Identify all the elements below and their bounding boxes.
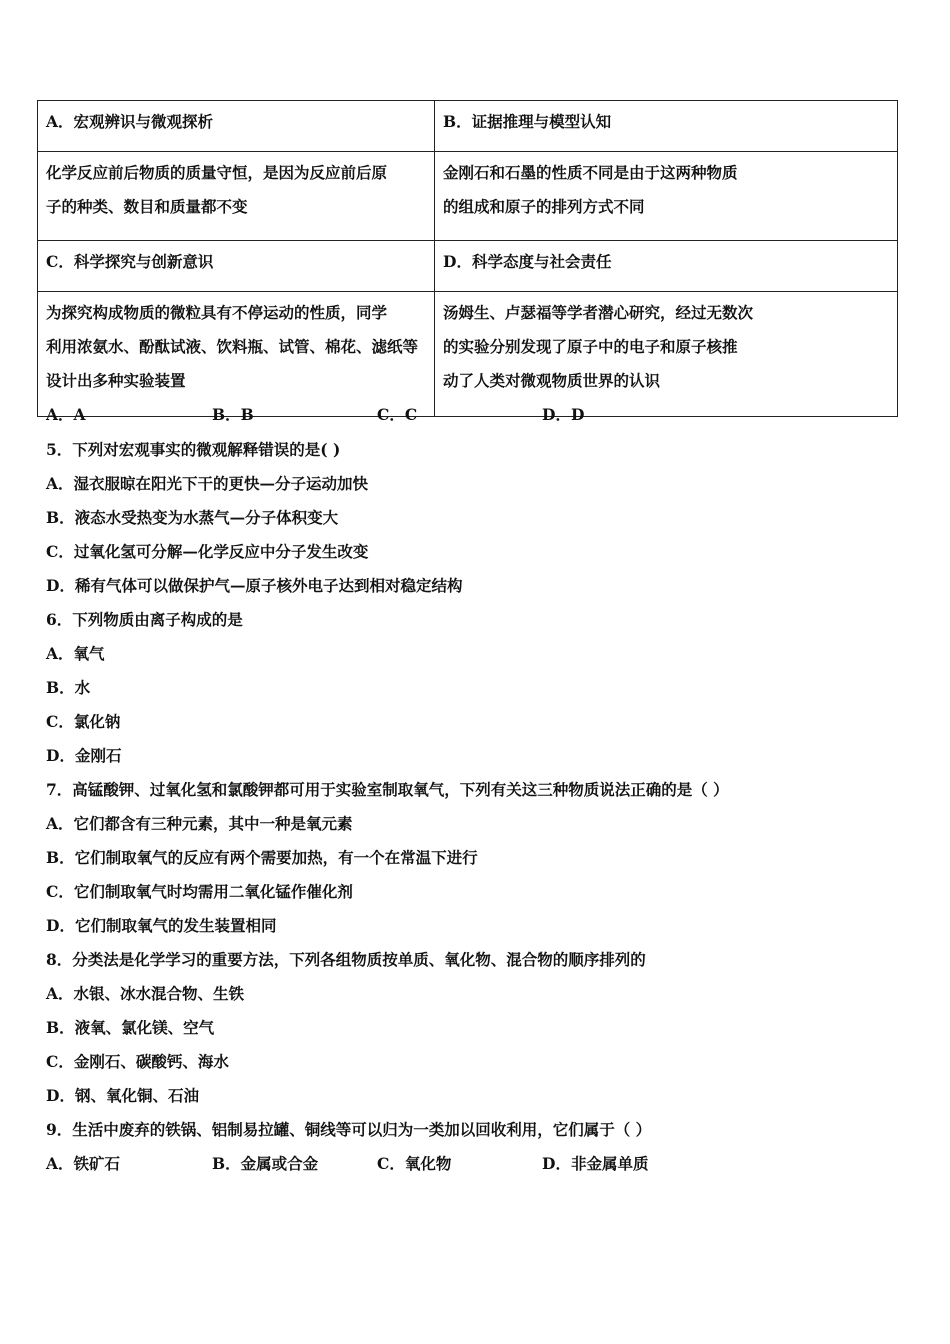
cell-d-body [435,292,898,417]
cell-d-title-text: D．科学态度与社会责任 [443,252,612,271]
q4-option-d: D．D [542,405,585,424]
q4-option-a: A．A [46,405,86,424]
q5-option-d: D．稀有气体可以做保护气—原子核外电子达到相对稳定结构 [46,576,463,595]
q6-option-b: B．水 [46,678,91,697]
q5-stem: 5．下列对宏观事实的微观解释错误的是( ) [46,440,341,459]
q7-option-c: C．它们制取氧气时均需用二氧化锰作催化剂 [46,882,353,901]
cell-c-body-line-3: 设计出多种实验装置 [46,371,186,390]
q7-option-b: B．它们制取氧气的反应有两个需要加热，有一个在常温下进行 [46,848,478,867]
cell-d-body-line-2: 的实验分别发现了原子中的电子和原子核推 [443,337,738,356]
q9-option-a: A．铁矿石 [46,1154,121,1173]
q7-option-d: D．它们制取氧气的发生装置相同 [46,916,277,935]
q8-option-b: B．液氧、氯化镁、空气 [46,1018,215,1037]
cell-a-title [38,101,435,152]
options-table [37,100,898,417]
cell-d-body-line-1: 汤姆生、卢瑟福等学者潜心研究，经过无数次 [443,303,754,322]
cell-a-body-line-2: 子的种类、数目和质量都不变 [46,197,248,216]
q9-option-b: B．金属或合金 [212,1154,319,1173]
cell-a-title-text: A．宏观辨识与微观探析 [46,112,214,131]
q5-option-c: C．过氧化氢可分解—化学反应中分子发生改变 [46,542,369,561]
q6-option-a: A．氧气 [46,644,105,663]
q9-option-c: C．氧化物 [377,1154,452,1173]
q7-option-a: A．它们都含有三种元素，其中一种是氧元素 [46,814,353,833]
cell-c-body-line-2: 利用浓氨水、酚酞试液、饮料瓶、试管、棉花、滤纸等 [46,337,419,356]
q8-option-d: D．钢、氧化铜、石油 [46,1086,199,1105]
q7-stem: 7．高锰酸钾、过氧化氢和氯酸钾都可用于实验室制取氧气，下列有关这三种物质说法正确的是（ ） [46,780,729,799]
cell-a-body [38,152,435,241]
cell-c-title [38,241,435,292]
cell-b-body [435,152,898,241]
q8-option-a: A．水银、冰水混合物、生铁 [46,984,245,1003]
q8-option-c: C．金刚石、碳酸钙、海水 [46,1052,229,1071]
q6-option-c: C．氯化钠 [46,712,121,731]
cell-b-title [435,101,898,152]
q6-stem: 6．下列物质由离子构成的是 [46,610,243,629]
cell-b-body-line-2: 的组成和原子的排列方式不同 [443,197,645,216]
cell-a-body-line-1: 化学反应前后物质的质量守恒，是因为反应前后原 [46,163,388,182]
cell-c-title-text: C．科学探究与创新意识 [46,252,214,271]
cell-c-body-line-1: 为探究构成物质的微粒具有不停运动的性质，同学 [46,303,388,322]
q5-option-b: B．液态水受热变为水蒸气—分子体积变大 [46,508,339,527]
q4-option-b: B．B [212,405,254,424]
cell-b-title-text: B．证据推理与模型认知 [443,112,612,131]
q5-option-a: A．湿衣服晾在阳光下干的更快—分子运动加快 [46,474,369,493]
q6-option-d: D．金刚石 [46,746,122,765]
cell-d-body-line-3: 动了人类对微观物质世界的认识 [443,371,661,390]
cell-b-body-line-1: 金刚石和石墨的性质不同是由于这两种物质 [443,163,738,182]
q9-option-d: D．非金属单质 [542,1154,649,1173]
cell-d-title [435,241,898,292]
q8-stem: 8．分类法是化学学习的重要方法，下列各组物质按单质、氧化物、混合物的顺序排列的 [46,950,646,969]
q4-option-c: C．C [377,405,418,424]
q9-stem: 9．生活中废弃的铁锅、铝制易拉罐、铜线等可以归为一类加以回收利用，它们属于（ ） [46,1120,652,1139]
cell-c-body [38,292,435,417]
